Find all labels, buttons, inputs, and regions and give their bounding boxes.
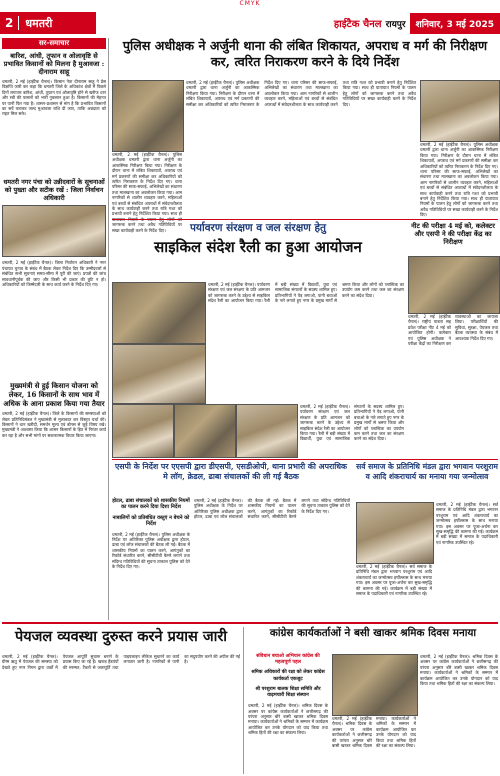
- story-body: धमतरी, 2 मई (हाईटैक चैनल)। पुलिस अधीक्षक धमतरी द्वारा थाना अर्जुनी का आकस्मिक निरीक्षण किया गया। निरीक्षण के दौरान थाना में लंबित शिकायतों, अपराध एवं मर्ग प्रकरणों की समीक्षा कर अधिकारियों को त्वरित निराकरण के निर्देश दिए गए। थाना परिसर की साफ-सफाई, अभिलेखों का संधारण तथा मालखाना का अवलोकन किया गया। आम नागरिकों से शालीन व्यवहार करने, महिलाओं एवं बच्चों से संबंधित अपराधों में संवेदनशीलता के साथ कार्यवाही करने तथा रात्रि गश्त को प्रभावी बनाने हेतु निर्देशित किया गया। साथ ही यातायात नियमों के पालन हेतु लोगों को जागरूक करने तथा अवैध गतिविधियों पर सख्त कार्यवाही करने के निर्देश दिए।: [420, 142, 498, 218]
- news-photo: [408, 256, 500, 314]
- header-masthead: [240, 12, 500, 34]
- water-story-headline: पेयजल व्यवस्था दुरुस्त करने प्रयास जारी: [14, 628, 228, 645]
- story-body: धमतरी, 2 मई (हाईटैक चैनल)। पुलिस अधीक्षक धमतरी द्वारा थाना अर्जुनी का आकस्मिक निरीक्षण किया गया। निरीक्षण के दौरान थाना में लंबित शिकायतों, अपराध एवं मर्ग प्रकरणों की समीक्षा कर अधिकारियों को त्वरित निराकरण के निर्देश दिए गए। थाना परिसर की साफ-सफाई, अभिलेखों का संधारण तथा मालखाना का अवलोकन किया गया। आम नागरिकों से शालीन व्यवहार करने, महिलाओं एवं बच्चों से संबंधित अपराधों में संवेदनशीलता के साथ कार्यवाही करने तथा रात्रि गश्त को प्रभावी बनाने हेतु निर्देशित किया गया। साथ ही जागरूक करने तथा अवैध गतिविधियों पर सख्त कार्यवाही करने के निर्देश दिए।: [112, 152, 182, 233]
- story-body: धमतरी, 2 मई (हाईटैक चैनल)। ग्रीष्म ऋतु में पेयजल की समस्या को देखते हुए नगर निगम द्वारा वार्डों में पेयजल आपूर्ति सुचारू बनाने के प्रयास किए जा रहे हैं। खराब हैंडपंपों की मरम्मत, टैंकरों से जलापूर्ति तथा पाइपलाइन लीकेज सुधारने का कार्य लगातार जारी है। नागरिकों से पानी का सदुपयोग करने की अपील की गई है।: [2, 654, 240, 670]
- left-column: [2, 38, 106, 620]
- story-body: धमतरी, 2 मई (हाईटैक चैनल)। पुलिस अधीक्षक के निर्देश पर अतिरिक्त पुलिस अधीक्षक द्वारा होटल, ढाबा एवं लॉज संचालकों की बैठक ली गई। बैठक में शासकीय नियमों का पालन करने, आगंतुकों का रिकॉर्ड संधारित करने, सीसीटीवी कैमरे लगाने तथा संदिग्ध गतिविधियों की सूचना तत्काल पुलिस को देने के निर्देश दिए गए।: [194, 498, 350, 520]
- story-subhead: श्रमिक अधिकारों की रक्षा को लेकर कांग्रेस कार्यकर्ता एकजुट: [251, 670, 325, 682]
- congress-story-side: [248, 654, 328, 774]
- congress-story-headline-box: [248, 627, 498, 651]
- story-body: धमतरी, 2 मई (हाईटैक चैनल)। सर्व समाज के प्रतिनिधि मंडल द्वारा भगवान परशुराम एवं आदि शंकराचार्य का जन्मोत्सव हर्षोल्लास के साथ मनाया गया। इस अवसर पर पूजा-अर्चना कर सुख-समृद्धि की कामना की गई। कार्यक्रम में बड़ी संख्या में समाज के पदाधिकारी एवं नागरिक उपस्थित रहे।: [436, 502, 498, 545]
- story-headline: धमतरी नगर पंचा को उन्नीदवारों के सूचनाओं को पुख्ता और सटीक रखें : जिला निर्वाचन अधिकारी: [3, 178, 105, 202]
- sp-story-headline-box: [112, 462, 350, 496]
- news-photo: [2, 205, 106, 257]
- story-body: धमतरी, 2 मई (हाईटैक चैनल)। श्रमिक दिवस के अवसर पर कांग्रेस कार्यकर्ताओं ने छत्तीसगढ़ की परंपरा अनुसार बोरे बासी खाकर श्रमिक दिवस मनाया। कार्यकर्ताओं ने श्रमिकों के सम्मान में कार्यक्रम आयोजित कर उनके योगदान को याद किया तथा श्रमिक हितों की रक्षा का संकल्प लिया।: [332, 716, 416, 749]
- water-story-headline-box: [2, 627, 240, 651]
- story-subhead: नाबालिगों को प्रतिबंधित वस्तुएं न बेचने को निर्देश: [112, 514, 190, 528]
- left-column-label: सर-समाचार: [2, 38, 106, 49]
- section-rule: [2, 622, 498, 624]
- news-photo: [356, 502, 434, 564]
- env-story-headline: साइकिल संदेश रैली का हुआ आयोजन: [154, 238, 362, 256]
- news-photo: [112, 404, 174, 458]
- env-story-headline-box: [112, 222, 404, 280]
- story-body: धमतरी, 2 मई (हाईटैक चैनल)। सर्व समाज के प्रतिनिधि मंडल द्वारा भगवान परशुराम एवं आदि शंकराचार्य का जन्मोत्सव हर्षोल्लास के साथ मनाया गया। इस अवसर पर पूजा-अर्चना कर सुख-समृद्धि की कामना की गई। कार्यक्रम में बड़ी संख्या में समाज के पदाधिकारी एवं नागरिक उपस्थित रहे।: [356, 564, 432, 597]
- news-photo: [112, 80, 184, 152]
- paper-name: हाईटैक चैनल: [333, 19, 382, 30]
- sp-story-headline: एसपी के निर्देश पर एएसपी द्वारा डीएसपी, एसडीओपी, थाना प्रभारी की अपराधिक मे लॉग, क्रेडल, ढाबा संचालकों की ली गई बैठक: [114, 462, 348, 481]
- section-name: धमतरी: [25, 16, 53, 30]
- news-photo: [112, 344, 206, 404]
- story-body: धमतरी, 2 मई (हाईटैक चैनल)। जिले के किसानों की समस्याओं को लेकर प्रतिनिधिमंडल ने मुख्यमंत्री से मुलाकात कर विस्तृत चर्चा की। किसानों ने धान खरीदी, समर्थन मूल्य एवं बोनस से जुड़े विषय रखे। मुख्यमंत्री ने आश्वस्त किया कि शासन किसानों के हित में निरंतर कार्य कर रहा है और सभी मांगों पर सकारात्मक विचार किया जाएगा।: [2, 411, 106, 438]
- column-divider: [243, 627, 244, 774]
- top-story-headline: पुलिस अधीक्षक ने अर्जुनी थाना की लंबित शिकायत, अपराध व मर्ग की निरीक्षण कर, त्वरित निराकरण करने के दिये निर्देश: [122, 38, 488, 69]
- header-section-tag: [0, 12, 96, 34]
- section-rule: [112, 459, 498, 460]
- story-headline: बारिश, आंधी, तूफान व ओलावृष्टि से प्रभावित किसानों को मिलना है मुआवजा : दीनाराम साहू: [3, 52, 105, 76]
- story-body: धमतरी, 2 मई (हाईटैक चैनल)। राष्ट्रीय पात्रता सह प्रवेश परीक्षा नीट 4 मई को आयोजित होगी। कलेक्टर एवं पुलिस अधीक्षक ने परीक्षा केंद्रों का निरीक्षण कर व्यवस्थाओं का जायजा लिया। परीक्षार्थियों की सुविधा, सुरक्षा, पेयजल तथा बैठक व्यवस्था के संबंध में आवश्यक निर्देश दिए गए।: [408, 314, 498, 347]
- print-color-mark: CMYK: [239, 0, 261, 7]
- top-story-headline-box: [112, 38, 498, 76]
- story-body: धमतरी, 2 मई (हाईटैक चैनल)। पुलिस अधीक्षक के निर्देश पर अतिरिक्त पुलिस अधीक्षक द्वारा होटल, ढाबा एवं लॉज संचालकों की बैठक ली गई। बैठक में शासकीय नियमों का पालन करने, आगंतुकों का रिकॉर्ड संधारित करने, सीसीटीवी कैमरे लगाने तथा संदिग्ध गतिविधियों की सूचना तत्काल पुलिस को देने के निर्देश दिए गए।: [112, 531, 190, 570]
- news-photo: [236, 404, 298, 458]
- story-body: धमतरी, 2 मई (हाईटैक चैनल)। किसान नेता दीनाराम साहू ने प्रेस विज्ञप्ति जारी कर कहा कि धमतरी जिले के अधिकांश क्षेत्रों में पिछले दिनों लगातार बारिश, आंधी, तूफान एवं ओलावृष्टि होने से खरीफ धान और रबी की फसलों को भारी नुकसान हुआ है। किसानों की मेहनत पर पानी फिर गया है। शासन-प्रशासन से मांग है कि प्रभावित किसानों का सर्वे कराकर जल्द मुआवजा राशि दी जाए, ताकि अन्नदाता को राहत मिल सके।: [2, 79, 106, 117]
- story-headline: मुख्यमंत्री से हुई किसान योजना को लेकर, 16 किसानों के साथ भाव में अधिक के आना प्रकाश किया गया तैयार: [3, 381, 105, 408]
- story-subhead: संविधान बचाओ अभियान कांग्रेस की महत्वपूर्ण पहल: [256, 654, 320, 666]
- story-body: धमतरी, 2 मई (हाईटैक चैनल)। श्रमिक दिवस के अवसर पर कांग्रेस कार्यकर्ताओं ने छत्तीसगढ़ की परंपरा अनुसार बोरे बासी खाकर श्रमिक दिवस मनाया। कार्यकर्ताओं ने श्रमिकों के सम्मान में कार्यक्रम आयोजित कर उनके योगदान को याद किया तथा श्रमिक हितों की रक्षा का संकल्प लिया।: [420, 654, 498, 687]
- story-body: धमतरी, 2 मई (हाईटैक चैनल)। पुलिस अधीक्षक धमतरी द्वारा थाना अर्जुनी का आकस्मिक निरीक्षण किया गया। निरीक्षण के दौरान थाना में लंबित शिकायतों, अपराध एवं मर्ग प्रकरणों की समीक्षा कर अधिकारियों को त्वरित निराकरण के निर्देश दिए गए। थाना परिसर की साफ-सफाई, अभिलेखों का संधारण तथा मालखाना का अवलोकन किया गया। आम नागरिकों से शालीन व्यवहार करने, महिलाओं एवं बच्चों से संबंधित अपराधों में संवेदनशीलता के साथ कार्यवाही करने तथा रात्रि गश्त को प्रभावी बनाने हेतु निर्देशित किया गया। साथ ही यातायात नियमों के पालन हेतु लोगों को जागरूक करने तथा अवैध गतिविधियों पर सख्त कार्यवाही करने के निर्देश दिए।: [186, 80, 416, 107]
- edition-city: रायपुर: [385, 19, 406, 30]
- story-body: धमतरी, 2 मई (हाईटैक चैनल)। पर्यावरण संरक्षण एवं जल संरक्षण के प्रति आमजन को जागरूक करने के उद्देश्य से साइकिल संदेश रैली का आयोजन किया गया। रैली में बड़ी संख्या में विद्यार्थी, युवा एवं सामाजिक संगठनों के सदस्य शामिल हुए। प्रतिभागियों ने पेड़ लगाओ, पानी बचाओ के नारे लगाते हुए नगर के प्रमुख मार्गों से भ्रमण किया और लोगों को प्लास्टिक का उपयोग कम करने तथा जल का संरक्षण करने का संदेश दिया।: [208, 282, 404, 304]
- story-body: धमतरी, 2 मई (हाईटैक चैनल)। श्रमिक दिवस के अवसर पर कांग्रेस कार्यकर्ताओं ने छत्तीसगढ़ की परंपरा अनुसार बोरे बासी खाकर श्रमिक दिवस मनाया। कार्यकर्ताओं ने श्रमिकों के सम्मान में कार्यक्रम आयोजित कर उनके योगदान को याद किया तथा श्रमिक हितों की रक्षा का संकल्प लिया।: [248, 703, 328, 736]
- story-subhead: होटल, ढाबा संचालकों को शासकीय नियमों का पालन करने दिया दिशा निर्देश: [112, 498, 190, 511]
- column-divider: [108, 38, 109, 620]
- edition-date: शनिवार, 3 मई 2025: [410, 13, 500, 34]
- page-header: [0, 12, 500, 34]
- env-story-kicker: पर्यावरण संरक्षण व जल संरक्षण हेतु: [189, 222, 327, 234]
- story-subhead: श्री परशुराम बालक शिक्षा समिति और वाढ़मचारी शिक्षा संस्थान: [255, 686, 321, 699]
- sp-story-side: [112, 498, 190, 618]
- news-photo: [112, 282, 206, 344]
- story-body: धमतरी, 2 मई (हाईटैक चैनल)। पर्यावरण संरक्षण एवं जल संरक्षण के प्रति आमजन को जागरूक करने के उद्देश्य से साइकिल संदेश रैली का आयोजन किया गया। रैली में बड़ी संख्या में विद्यार्थी, युवा एवं सामाजिक संगठनों के सदस्य शामिल हुए। प्रतिभागियों ने पेड़ लगाओ, पानी बचाओ के नारे लगाते हुए नगर के प्रमुख मार्गों से भ्रमण किया और लोगों को प्लास्टिक का उपयोग कम करने तथा जल का संरक्षण करने का संदेश दिया।: [300, 404, 404, 442]
- sarv-story-headline: सर्व समाज के प्रतिनिधि मंडल द्वारा भगवान परशुराम व आदि शंकराचार्य का मनाया गया जन्मोत्सव: [356, 462, 498, 481]
- news-photo: [420, 80, 500, 142]
- congress-story-headline: कांग्रेस कार्यकर्ताओं ने बसी खाकर श्रमिक दिवस मनाया: [269, 627, 477, 639]
- story-body: धमतरी, 2 मई (हाईटैक चैनल)। जिला निर्वाचन अधिकारी ने नगर पंचायत चुनाव के संबंध में बैठक लेकर निर्देश दिए कि उम्मीदवारों से संबंधित सभी सूचनाएं समय-सीमा में पूरी की जाएं। प्रपत्रों की जांच सावधानीपूर्वक की जाए और किसी भी प्रकार की त्रुटि न हो। अधिकारियों को जिम्मेदारी के साथ कार्य करने के निर्देश दिए गए।: [2, 260, 106, 288]
- page-number: 2: [0, 16, 19, 30]
- news-photo: [332, 654, 418, 716]
- section-rule: [112, 219, 498, 220]
- sarv-story-headline-box: [356, 462, 498, 500]
- news-photo: [174, 404, 236, 458]
- neet-story-headline-box: [408, 222, 498, 252]
- neet-story-headline: नीट की परीक्षा 4 मई को, कलेक्टर और एसपी ने की परीक्षा केंद्र का निरीक्षण: [411, 222, 495, 246]
